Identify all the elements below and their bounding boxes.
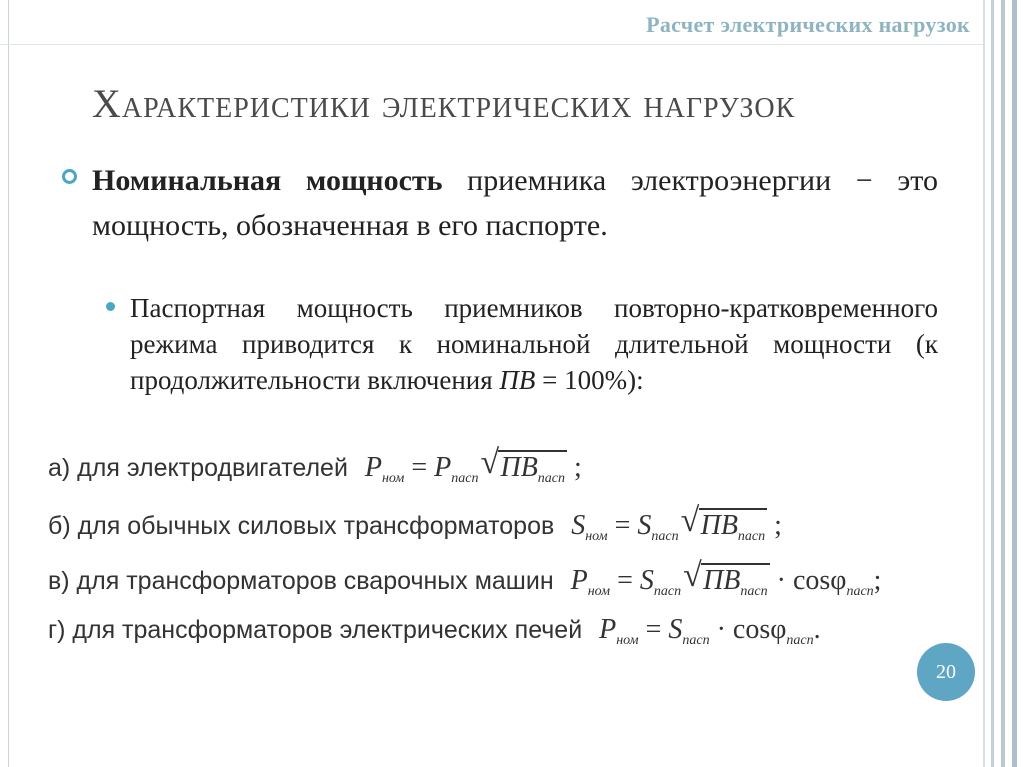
sub-point	[130, 290, 938, 398]
formula-lhs: P	[364, 452, 382, 483]
frame-line	[1012, 0, 1017, 767]
formula-math: $S_{ном} = S_{пасп}$ √ $ПВ_{пасп}$ ;	[571, 502, 782, 544]
formula-end: ;	[574, 452, 582, 483]
frame-line	[1001, 0, 1005, 767]
formula-end: .	[813, 614, 821, 645]
header-divider	[0, 44, 983, 45]
formula-sqrt: ПВ	[703, 565, 741, 596]
formula-sqrt-sub: пасп	[537, 471, 566, 486]
formula-label: г) для трансформаторов электрических печей	[48, 616, 583, 644]
formula-rhs-sub: пасп	[451, 471, 479, 486]
formula-sqrt-sub: пасп	[740, 584, 768, 599]
formula-lhs-sub: ном	[616, 633, 639, 648]
formula-row	[48, 444, 582, 487]
formula-lhs-sub: ном	[585, 529, 608, 544]
main-point-text: приемника электроэнергии − это мощность, обозначенная в его паспорте.	[92, 164, 938, 242]
formula-label: б) для обычных силовых трансформаторов	[48, 512, 555, 540]
formula-rhs: S	[668, 614, 683, 645]
formula-lhs: P	[570, 565, 588, 596]
ring-bullet-icon	[62, 169, 77, 184]
formula-label: в) для трансформаторов сварочных машин	[48, 567, 554, 595]
formula-lhs-sub: ном	[587, 584, 611, 599]
formula-math: $P_{ном} = S_{пасп} \cdot \cos\varphi_{пасп}$.	[599, 614, 821, 648]
formula-cos: · cosφ	[716, 614, 787, 645]
formula-lhs: P	[599, 614, 617, 645]
sub-point-text-end: = 100%):	[535, 365, 644, 395]
dot-bullet-icon	[106, 302, 115, 311]
slide-title: Характеристики электрических нагрузок	[92, 81, 796, 126]
formula-math: $P_{ном} = S_{пасп}$ √ $ПВ_{пасп} \cdot \cos\varphi_{пасп}$;	[570, 557, 882, 599]
formula-cos: · cosφ	[776, 565, 847, 596]
formula-label: а) для электродвигателей	[48, 454, 348, 482]
formula-rhs-sub: пасп	[653, 584, 682, 599]
frame-line	[991, 0, 994, 767]
formula-row	[48, 614, 821, 649]
formula-cos-sub: пасп	[786, 633, 814, 648]
formula-end: ;	[774, 510, 782, 541]
formula-rhs-sub: пасп	[682, 633, 710, 648]
slide-header: Расчет электрических нагрузок	[646, 12, 970, 37]
formula-sqrt-sub: пасп	[737, 529, 766, 544]
main-point	[92, 158, 938, 248]
formula-rhs-sub: пасп	[651, 529, 679, 544]
formula-sqrt: ПВ	[700, 510, 738, 541]
formula-end: ;	[873, 565, 882, 596]
sqrt-symbol: √ $ПВ_{пасп}$	[680, 502, 766, 544]
sqrt-symbol: √ $ПВ_{пасп}$	[683, 557, 768, 599]
sub-point-text-start: Паспортная мощность приемников повторно-кратковременного режима приводится к номинальной длительной мощности (к продолжительности включения	[130, 293, 938, 395]
formula-rhs: S	[637, 510, 652, 541]
sqrt-symbol: √ $ПВ_{пасп}$	[480, 444, 566, 486]
pv-symbol: ПВ	[499, 365, 536, 395]
main-point-term: Номинальная мощность	[92, 164, 443, 197]
formula-lhs-sub: ном	[381, 471, 405, 486]
formula-rhs: P	[434, 452, 452, 483]
formula-row	[48, 502, 782, 545]
frame-line	[8, 0, 9, 767]
page-number-badge: 20	[917, 643, 975, 701]
formula-math: $P_{ном} = P_{пасп}$ √ $ПВ_{пасп}$ ;	[364, 444, 582, 486]
formula-cos-sub: пасп	[846, 584, 874, 599]
formula-lhs: S	[571, 510, 586, 541]
formula-sqrt: ПВ	[500, 452, 538, 483]
frame-line	[983, 0, 985, 767]
formula-rhs: S	[639, 565, 654, 596]
formula-row	[48, 557, 882, 600]
